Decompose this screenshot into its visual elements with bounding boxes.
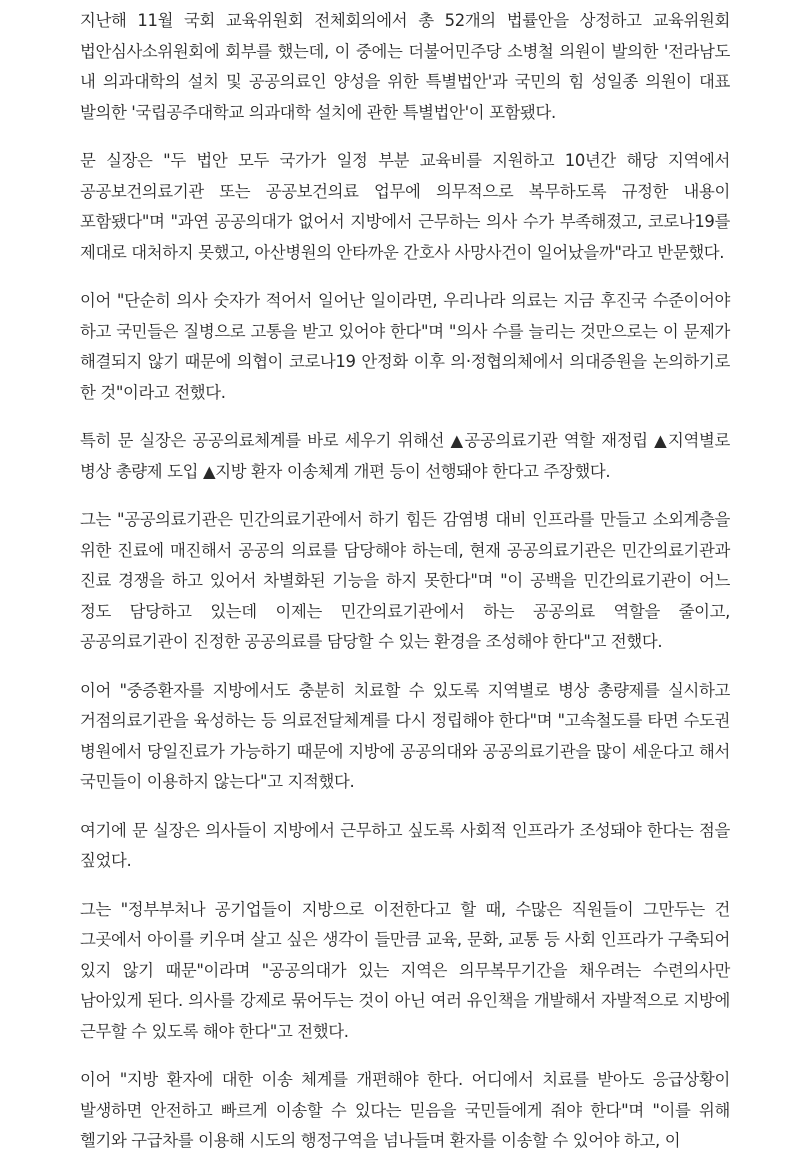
paragraph-2: 문 실장은 "두 법안 모두 국가가 일정 부분 교육비를 지원하고 10년간 해당 지역에서 공공보건의료기관 또는 공공보건의료 업무에 의무적으로 복무하도록 규정한 내용이 포함됐다"며 "과연 공공의대가 없어서 지방에서 근무하는 의사 수가 부족해졌고, 코로나19를 제대로 대처하지 못했고, 아산병원의 안타까운 간호사 사망사건이 일어났을까"라고 반문했다. [80, 151, 730, 262]
paragraph-9: 이어 "지방 환자에 대한 이송 체계를 개편해야 한다. 어디에서 치료를 받아도 응급상황이 발생하면 안전하고 빠르게 이송할 수 있다는 믿음을 국민들에게 줘야 한다"며 "이를 위해 헬기와 구급차를 이용해 시도의 행정구역을 넘나들며 환자를 이송할 수 있어야 하고, 이 [80, 1070, 730, 1150]
paragraph-4: 특히 문 실장은 공공의료체계를 바로 세우기 위해선 ▲공공의료기관 역할 재정립 ▲지역별로 병상 총량제 도입 ▲지방 환자 이송체계 개편 등이 선행돼야 한다고 주장했다. [80, 431, 730, 481]
paragraph-7: 여기에 문 실장은 의사들이 지방에서 근무하고 싶도록 사회적 인프라가 조성돼야 한다는 점을 짚었다. [80, 820, 730, 870]
paragraph-3: 이어 "단순히 의사 숫자가 적어서 일어난 일이라면, 우리나라 의료는 지금 후진국 수준이어야 하고 국민들은 질병으로 고통을 받고 있어야 한다"며 "의사 수를 늘리는 것만으로는 이 문제가 해결되지 않기 때문에 의협이 코로나19 안정화 이후 의·정협의체에서 의대증원을 논의하기로 한 것"이라고 전했다. [80, 291, 730, 402]
article-body [80, 6, 730, 1157]
paragraph-8: 그는 "정부부처나 공기업들이 지방으로 이전한다고 할 때, 수많은 직원들이 그만두는 건 그곳에서 아이를 키우며 살고 싶은 생각이 들만큼 교육, 문화, 교통 등 사회 인프라가 구축되어 있지 않기 때문"이라며 "공공의대가 있는 지역은 의무복무기간을 채우려는 수련의사만 남아있게 된다. 의사를 강제로 묶어두는 것이 아닌 여러 유인책을 개발해서 자발적으로 지방에 근무할 수 있도록 해야 한다"고 전했다. [80, 899, 730, 1041]
paragraph-5: 그는 "공공의료기관은 민간의료기관에서 하기 힘든 감염병 대비 인프라를 만들고 소외계층을 위한 진료에 매진해서 공공의 의료를 담당해야 하는데, 현재 공공의료기관은 민간의료기관과 진료 경쟁을 하고 있어서 차별화된 기능을 하지 못한다"며 "이 공백을 민간의료기관이 어느 정도 담당하고 있는데 이제는 민간의료기관에서 하는 공공의료 역할을 줄이고, 공공의료기관이 진정한 공공의료를 담당할 수 있는 환경을 조성해야 한다"고 전했다. [80, 510, 730, 651]
paragraph-1: 지난해 11월 국회 교육위원회 전체회의에서 총 52개의 법률안을 상정하고 교육위원회 법안심사소위원회에 회부를 했는데, 이 중에는 더불어민주당 소병철 의원이 발의한 '전라남도 내 의과대학의 설치 및 공공의료인 양성을 위한 특별법안'과 국민의 힘 성일종 의원이 대표 발의한 '국립공주대학교 의과대학 설치에 관한 특별법안'이 포함됐다. [80, 11, 730, 122]
paragraph-6: 이어 "중증환자를 지방에서도 충분히 치료할 수 있도록 지역별로 병상 총량제를 실시하고 거점의료기관을 육성하는 등 의료전달체계를 다시 정립해야 한다"며 "고속철도를 타면 수도권 병원에서 당일진료가 가능하기 때문에 지방에 공공의대와 공공의료기관을 많이 세운다고 해서 국민들이 이용하지 않는다"고 지적했다. [80, 680, 730, 791]
